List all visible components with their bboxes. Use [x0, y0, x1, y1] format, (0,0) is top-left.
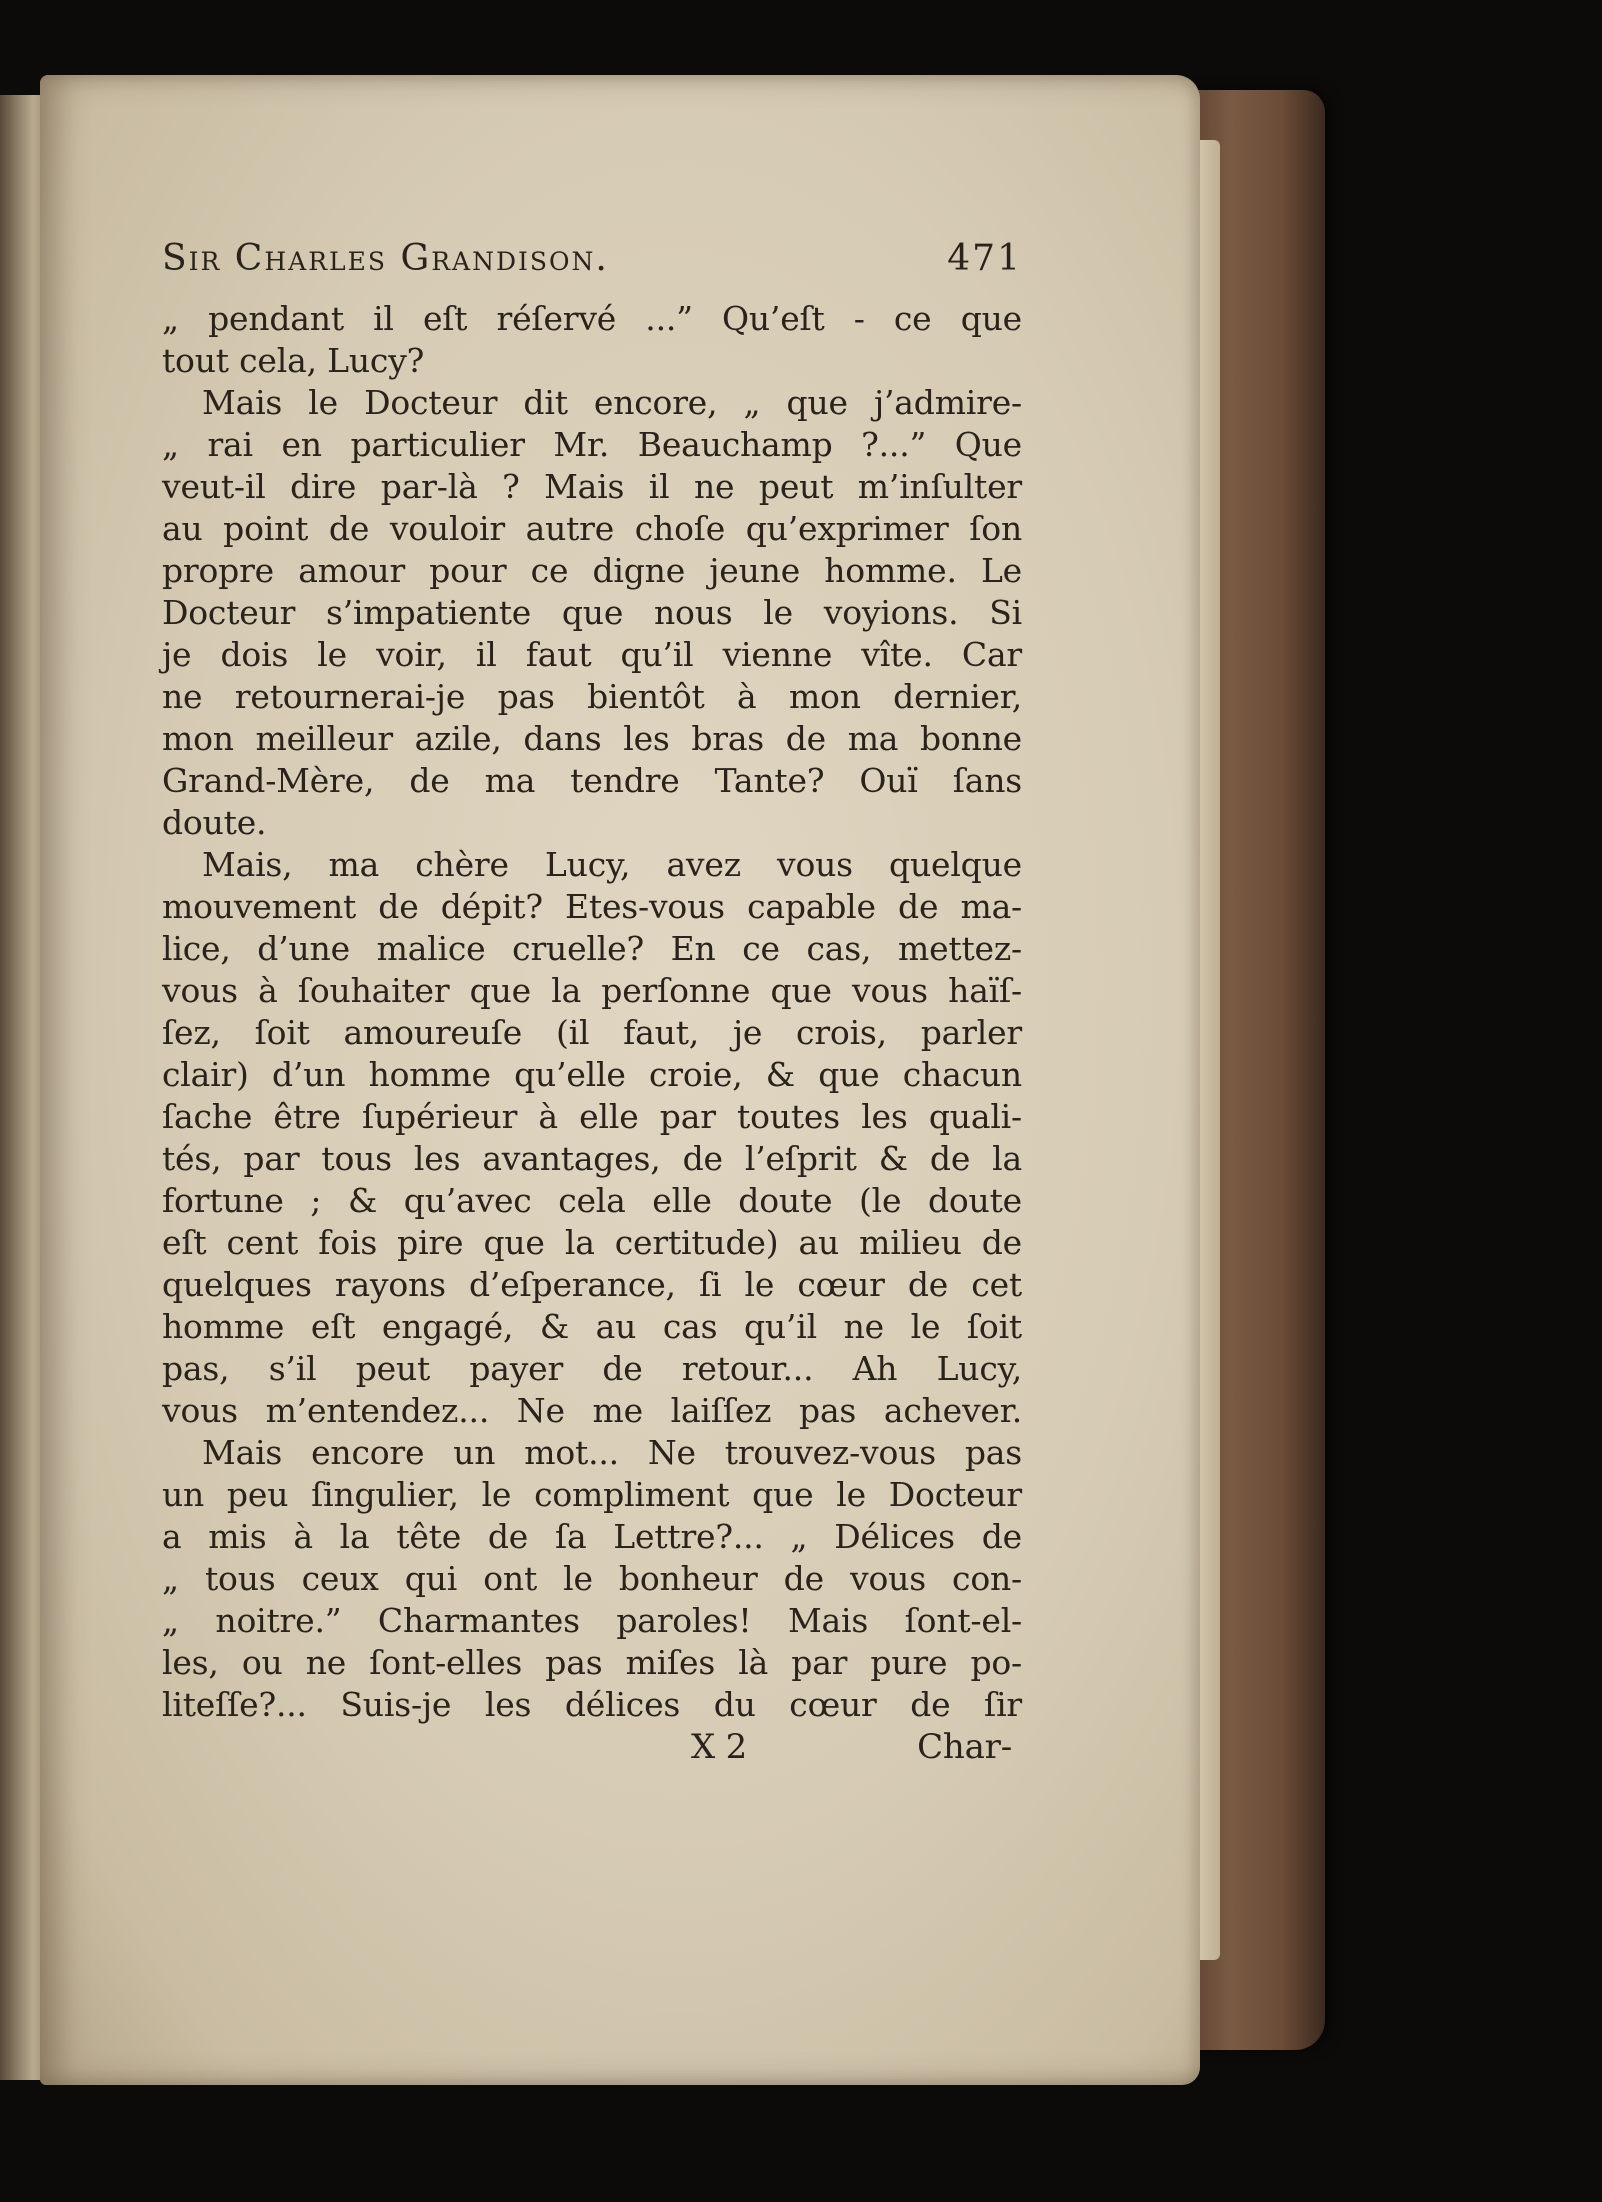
text-line: „ noitre.” Charmantes paroles! Mais ſont-el- [162, 1601, 1022, 1640]
text-line: fortune ; & qu’avec cela elle doute (le doute [162, 1181, 1022, 1220]
body-text [162, 298, 1022, 1726]
text-line: doute. [162, 803, 267, 842]
text-line: mon meilleur azile, dans les bras de ma bonne [162, 719, 1022, 758]
text-line: veut-il dire par-là ? Mais il ne peut m’inſulter [162, 467, 1022, 506]
catchword: Char- [917, 1727, 1012, 1767]
text-line: Docteur s’impatiente que nous le voyions. Si [162, 593, 1022, 632]
text-line: lice, d’une malice cruelle? En ce cas, mettez- [162, 929, 1022, 968]
text-line: homme eſt engagé, & au cas qu’il ne le ſoit [162, 1307, 1022, 1346]
text-line: pas, s’il peut payer de retour... Ah Lucy, [162, 1349, 1022, 1388]
text-line: je dois le voir, il faut qu’il vienne vîte. Car [162, 635, 1022, 674]
text-line: ſez, ſoit amoureuſe (il faut, je crois, parler [162, 1013, 1022, 1052]
text-line: un peu ſingulier, le compliment que le Docteur [162, 1475, 1022, 1514]
running-header [162, 238, 1022, 290]
text-line: au point de vouloir autre choſe qu’exprimer ſon [162, 509, 1022, 548]
text-line: vous m’entendez... Ne me laiſſez pas achever. [162, 1391, 1022, 1430]
text-line: ne retournerai-je pas bientôt à mon dernier, [162, 677, 1022, 716]
text-line: „ pendant il eſt réſervé ...” Qu’eſt - ce que [162, 299, 1022, 338]
text-line: Mais, ma chère Lucy, avez vous quelque [202, 845, 1022, 884]
text-line: eſt cent fois pire que la certitude) au milieu de [162, 1223, 1022, 1262]
text-line: Mais encore un mot... Ne trouvez-vous pas [202, 1433, 1022, 1472]
text-line: tés, par tous les avantages, de l’eſprit & de la [162, 1139, 1022, 1178]
text-line: Grand-Mère, de ma tendre Tante? Ouï ſans [162, 761, 1022, 800]
page-text [162, 238, 1022, 1768]
text-line: a mis à la tête de ſa Lettre?... „ Délices de [162, 1517, 1022, 1556]
page-footer [162, 1726, 1022, 1768]
text-line: „ tous ceux qui ont le bonheur de vous con- [162, 1559, 1022, 1598]
text-line: Mais le Docteur dit encore, „ que j’admire- [202, 383, 1022, 422]
text-line: liteſſe?... Suis-je les délices du cœur de ſir [162, 1685, 1022, 1724]
text-line: „ rai en particulier Mr. Beauchamp ?...” Que [162, 425, 1022, 464]
text-line: les, ou ne ſont-elles pas miſes là par pure po- [162, 1643, 1022, 1682]
text-line: vous à ſouhaiter que la perſonne que vous haïſ- [162, 971, 1022, 1010]
text-line: clair) d’un homme qu’elle croie, & que chacun [162, 1055, 1022, 1094]
text-line: ſache être ſupérieur à elle par toutes les quali- [162, 1097, 1022, 1136]
text-line: propre amour pour ce digne jeune homme. Le [162, 551, 1022, 590]
running-title: Sir Charles Grandison. [162, 238, 609, 279]
page-number: 471 [947, 238, 1022, 279]
text-line: mouvement de dépit? Etes-vous capable de ma- [162, 887, 1022, 926]
text-line: quelques rayons d’eſperance, ſi le cœur de cet [162, 1265, 1022, 1304]
text-line: tout cela, Lucy? [162, 341, 425, 380]
signature-mark: X 2 [691, 1727, 748, 1767]
